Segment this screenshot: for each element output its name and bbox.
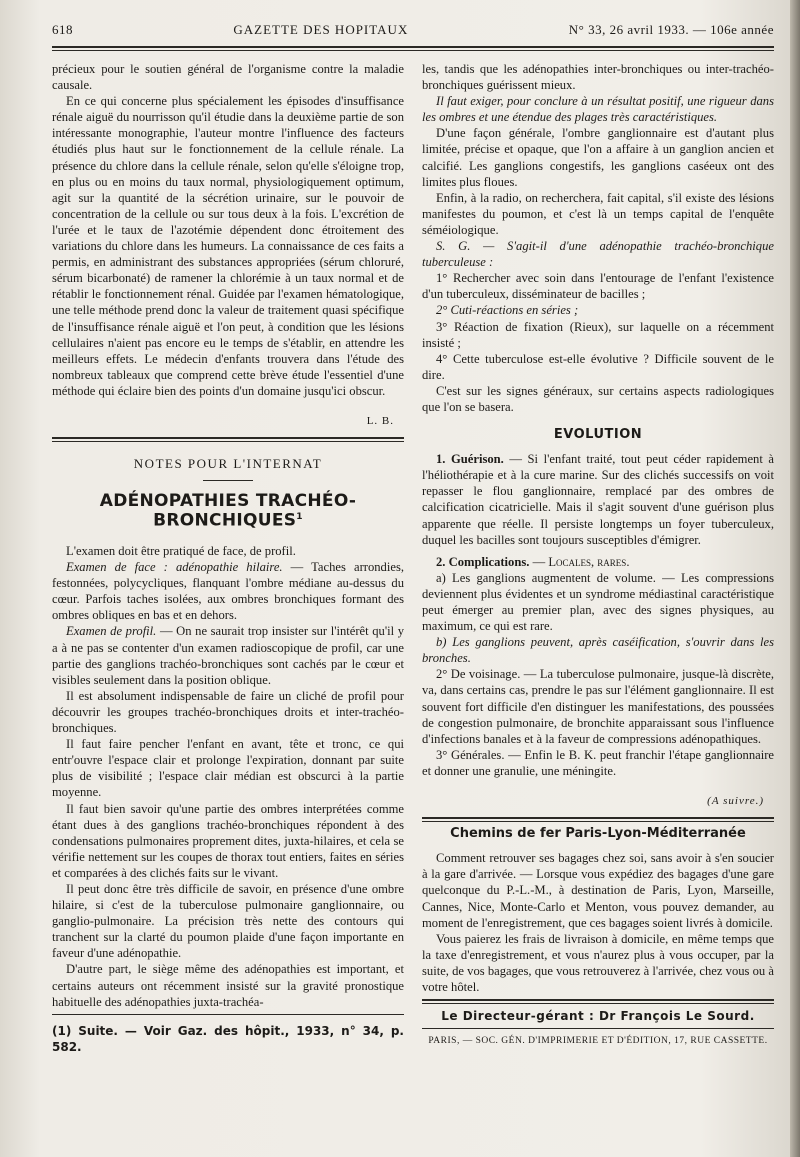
left-paragraph: D'autre part, le siège même des adénopathies est important, et certains auteurs ont récemment insisté sur la gravité pronostique habituelle des adénopathies juxta-trachéa- (52, 962, 404, 1009)
right-paragraph: les, tandis que les adénopathies inter-bronchiques ou inter-trachéo-bronchiques guérissent mieux. (422, 62, 774, 93)
editor-line: Le Directeur-gérant : Dr François Le Sourd. (441, 1009, 755, 1024)
left-paragraph: précieux pour le soutien général de l'organisme contre la maladie causale. (52, 62, 404, 93)
paragraph-label: 2. Complications. (436, 554, 530, 569)
paragraph-label: Examen de profil. (66, 624, 157, 639)
footnote-marker: 1 (296, 512, 303, 523)
right-paragraph: 1. Guérison. — Si l'enfant traité, tout peut céder rapidement à l'héliothérapie et à la cure marine. Sur des clichés successifs on voit repasser le flou ganglionnaire, remplacé par des ombres de calcification cicatricielle. Mais il s'agit souvent d'une guérison plus apparente que réelle. Il persiste longtemps un foyer tuberculeux, duquel les bacilles sont toujours susceptibles d'émigrer. (422, 452, 774, 547)
list-item: 3° Réaction de fixation (Rieux), sur laquelle on a récemment insisté ; (422, 319, 774, 350)
section-rule (52, 437, 404, 442)
right-paragraph: b) Les ganglions peuvent, après caséification, s'ouvrir dans les bronches. (422, 635, 774, 666)
issue-info: N° 33, 26 avril 1933. — 106e année (568, 22, 774, 37)
left-paragraph: Il peut donc être très difficile de savoir, en présence d'une ombre hilaire, si c'est de la tuberculose pulmonaire ganglionnaire, ou ganglio-pulmonaire. La précision très nette des contours qui tranchent sur la clarté du poumon plaide d'une façon importante en faveur d'une adénopathie. (52, 881, 404, 961)
right-paragraph: 2. Complications. — Locales, rares. (436, 554, 630, 569)
article-title: ADÉNOPATHIES TRACHÉO-BRONCHIQUES$^1$ (99, 491, 357, 531)
left-paragraph: Il est absolument indispensable de faire un cliché de profil pour découvrir les groupes trachéo-bronchiques droits et inter-trachéo-bronchiques. (52, 688, 404, 736)
right-paragraph: 2° De voisinage. — La tuberculose pulmonaire, jusque-là discrète, va, dans certains cas, prendre le pas sur l'élément ganglionnaire. Il est souvent fort difficile d'en distinguer les manifestations, des poussées de congestion pulmonaire, de bronchite apparaissant sous l'influence d'infections banales et à la faveur de compressions adénopathiques. (422, 667, 774, 746)
short-divider (203, 480, 253, 481)
to-be-continued: (A suivre.) (707, 795, 764, 808)
left-paragraph: Examen de profil. — On ne saurait trop insister sur l'intérêt qu'il y a à ne pas se contenter d'un examen radioscopique de profil, car une partie des ganglions trachéo-bronchiques sont cachés par le cœur et visibles seulement dans la position oblique. (52, 624, 405, 687)
printer-rule (422, 1028, 774, 1029)
left-column (52, 61, 404, 1055)
right-column (422, 61, 774, 1055)
footnote-rule (52, 1014, 404, 1015)
section-title: NOTES POUR L'INTERNAT (133, 456, 323, 472)
right-paragraph: C'est sur les signes généraux, sur certains aspects radiologiques que l'on se basera. (422, 383, 774, 414)
printer-line: PARIS, — SOC. GÉN. D'IMPRIMERIE ET D'ÉDITION, 17, RUE CASSETTE. (428, 1036, 768, 1047)
left-paragraph: Examen de face : adénopathie hilaire. — Taches arrondies, festonnées, polycycliques, flanquant l'ombre médiane au-dessus du cœur. Parfois taches isolées, aux ombres bronchiques formant des ombres obliques en bas et en dehors. (52, 560, 404, 623)
right-paragraph: a) Les ganglions augmentent de volume. — Les compressions deviennent plus évidentes et un syndrome médiastinal caractéristique peut émerger au premier plan, avec des signes physiques, au maximum, ce qui est rare. (422, 570, 774, 634)
list-item: 2° Cuti-réactions en séries ; (436, 303, 579, 318)
right-paragraph: 3° Générales. — Enfin le B. K. peut franchir l'étape ganglionnaire et donner une granulie, une méningite. (422, 747, 774, 778)
list-item: 4° Cette tuberculose est-elle évolutive ? Difficile souvent de le dire. (422, 351, 774, 382)
right-paragraph: Vous paierez les frais de livraison à domicile, en même temps que la taxe d'enregistrement, et vous n'aurez plus à vous occuper, par la suite, de vos bagages, que vous retrouverez à l'arrivée, chez vous ou à votre hôtel. (422, 931, 774, 994)
book-spine-shadow (790, 0, 800, 1157)
evolution-title: EVOLUTION (553, 427, 643, 443)
section-rule (422, 817, 774, 822)
right-paragraph: S. G. — S'agit-il d'une adénopathie trachéo-bronchique tuberculeuse : (422, 239, 774, 270)
left-paragraph: L'examen doit être pratiqué de face, de profil. (66, 544, 296, 558)
header-rule (52, 46, 774, 51)
left-paragraph: Il faut faire pencher l'enfant en avant, tête et tronc, ce qui entr'ouvre l'espace clair et prolonge l'expiration, donnant par suite plus de visibilité ; l'espace clair médian est obscurci à la partie moyenne. (52, 737, 404, 800)
list-item: 1° Rechercher avec soin dans l'entourage de l'enfant l'existence d'un tuberculeux, disséminateur de bacilles ; (422, 271, 774, 302)
paragraph-label: Examen de face : adénopathie hilaire. (66, 560, 283, 575)
page-number: 618 (52, 22, 73, 37)
railway-notice-title: Chemins de fer Paris-Lyon-Méditerranée (450, 826, 746, 842)
section-rule (422, 999, 774, 1004)
right-paragraph: D'une façon générale, l'ombre ganglionnaire est d'autant plus limitée, précise et opaque, que l'on a affaire à un ganglion ancien et calcifié. Les ganglions congestifs, les ganglions caséeux ont des limites plus floues. (422, 126, 774, 189)
right-paragraph: Enfin, à la radio, on recherchera, fait capital, s'il existe des lésions manifestes du poumon, et c'est là un temps capital de l'enquête séméiologique. (422, 190, 774, 237)
left-paragraph: Il faut bien savoir qu'une partie des ombres interprétées comme étant dues à des ganglions trachéo-bronchiques répondent à des condensations pulmonaires proprement dites, juxta-hilaires, et cela se vérifie nettement sur les coupes de thorax tout entiers, faites en séries et comparées à des clichés faits sur le vivant. (52, 801, 404, 880)
footnote: (1) Suite. — Voir Gaz. des hôpit., 1933, n° 34, p. 582. (52, 1023, 404, 1054)
paragraph-label: 1. Guérison. (436, 452, 504, 467)
right-paragraph: Comment retrouver ses bagages chez soi, sans avoir à s'en soucier à la gare d'arrivée. — Lorsque vous expédiez des bagages d'une gare quelconque du P.-L.-M., à destination de Paris, Lyon, Marseille, Cannes, Nice, Monte-Carlo et Menton, vous pouvez demander, au moment de l'enregistrement, que ces bagages soient livrés à domicile. (422, 851, 774, 930)
right-paragraph: Il faut exiger, pour conclure à un résultat positif, une rigueur dans les ombres et une étendue des plages très caractéristiques. (422, 94, 774, 125)
journal-title: GAZETTE DES HOPITAUX (233, 22, 409, 37)
page-header (52, 22, 774, 44)
left-paragraph: En ce qui concerne plus spécialement les épisodes d'insuffisance rénale aiguë du nourrisson qu'il étudie dans la deuxième partie de son intéressante monographie, l'auteur montre l'influence des facteurs étudiés plus haut sur le fonctionnement de la cellule rénale. La présence du chlore dans la cellule rénale, selon qu'elle s'éloigne trop, en plus ou en moins du taux normal, physiologiquement optimum, agit sur la quantité de la sécrétion urinaire, sur le pouvoir de concentration de la cellule ou sur tous deux à la fois. L'excrétion de l'urée et le taux de l'azotémie dépendent donc étroitement des variations du chlore dans les humeurs. La connaissance de ces faits a permis, en administrant des substances appropriées (sérum chloruré, sérum bicarbonaté) de ramener la chlorémie à un taux normal et de rétablir le fonctionnement rénal. Guidée par l'examen hématologique, une telle méthode prend donc la valeur de traitement quasi spécifique de l'insuffisance rénale aiguë et l'on peut, à condition que les lésions cellulaires n'aient pas encore eu le temps de s'établir, en attendre les meilleurs effets. Le médecin d'enfants trouvera dans l'étude des nombreux tableaux que comprend cette brève étude l'essentiel d'une méthode qui éclaire bien des points d'un domaine jusqu'ici obscur. (52, 94, 404, 398)
signature: L. B. (366, 414, 394, 427)
